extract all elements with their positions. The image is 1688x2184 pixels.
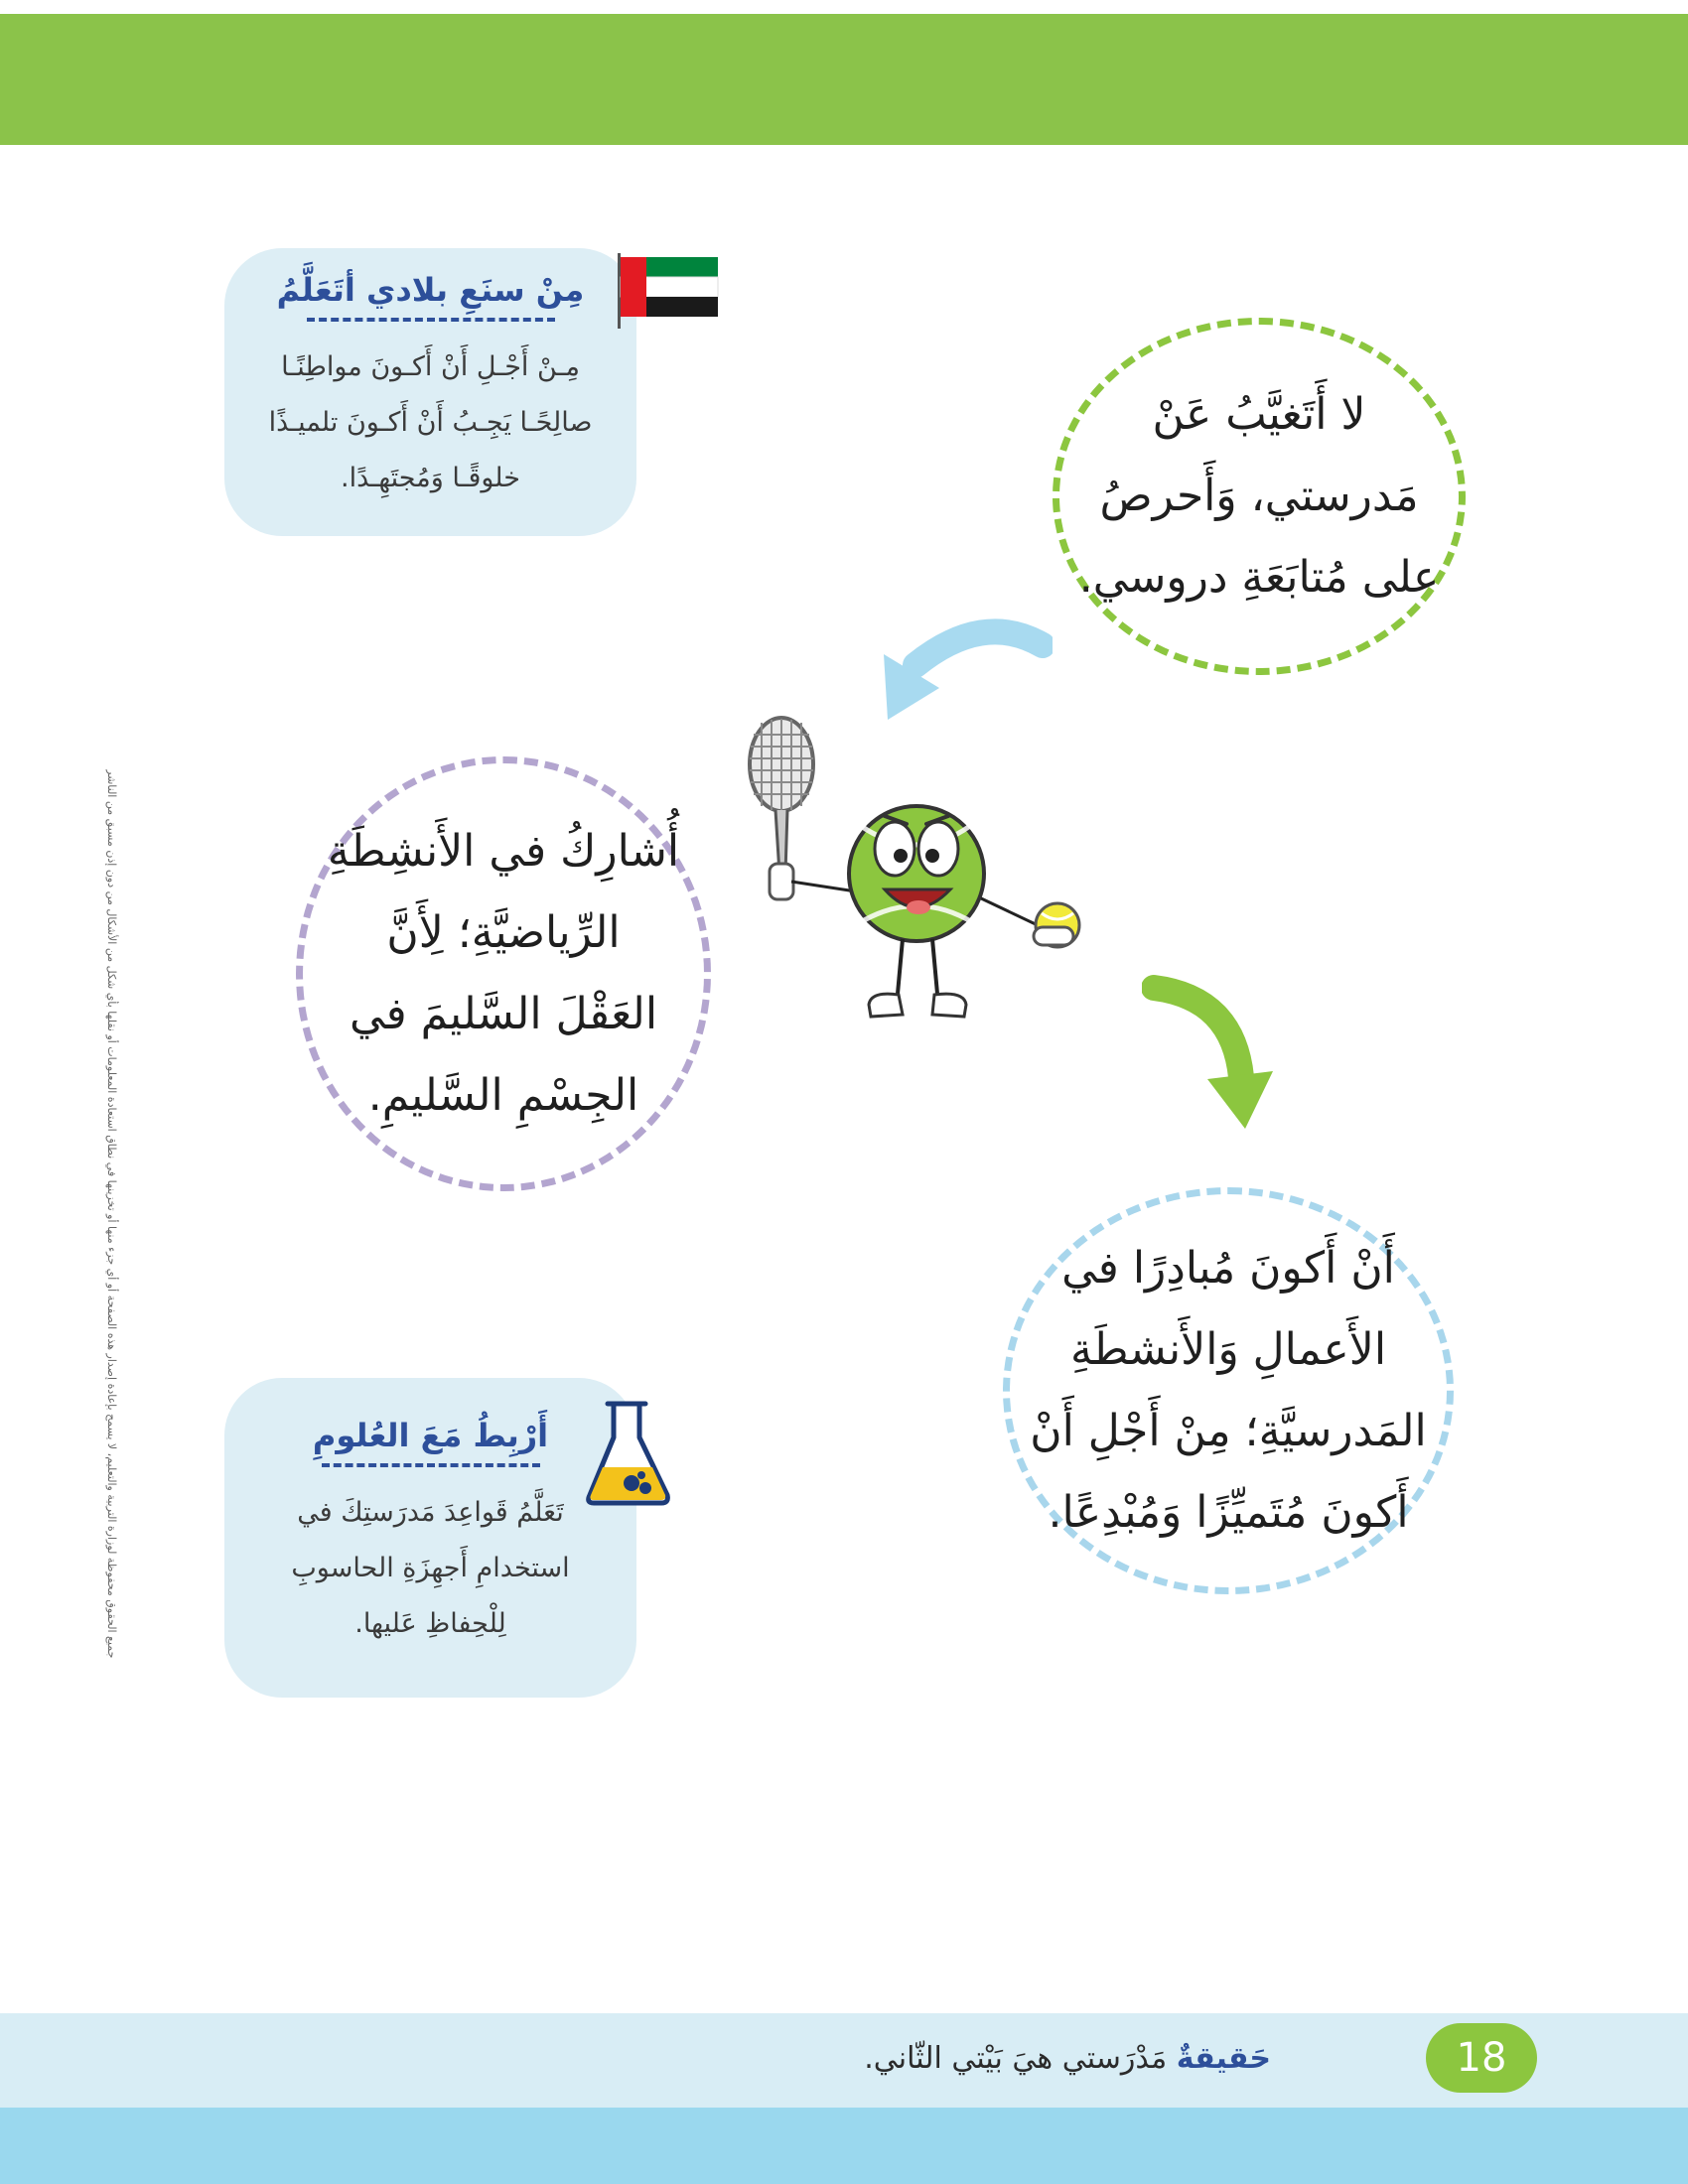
science-card-line-2: استخدامِ أَجهِزَةِ الحاسوبِ: [291, 1553, 570, 1583]
tennis-ball-mascot-icon: [740, 715, 1117, 1042]
attendance-bubble: [1053, 318, 1466, 675]
attendance-line-1: لا أَتَغيَّبُ عَنْ: [1152, 389, 1366, 440]
science-card-title: أَرْبِطُ مَعَ العُلومِ: [312, 1417, 549, 1454]
footer-strip: [0, 2108, 1688, 2184]
sports-bubble: [296, 756, 711, 1191]
initiative-line-4: أَكونَ مُتَميِّزًا وَمُبْدِعًا.: [1048, 1487, 1409, 1538]
science-card-line-1: تَعَلَّمُ قَواعِدَ مَدرَستِكَ في: [297, 1497, 564, 1528]
fact-text: مَدْرَستي هيَ بَيْتي الثّاني.: [864, 2041, 1168, 2076]
sports-line-1: أُشارِكُ في الأَنشِطَةِ: [327, 826, 680, 877]
science-card: [224, 1378, 636, 1698]
initiative-bubble: [1003, 1187, 1454, 1594]
science-card-line-3: لِلْحِفاظِ عَليها.: [354, 1608, 506, 1639]
attendance-line-2: مَدرستي، وَأَحرصُ: [1099, 471, 1419, 521]
copyright-side-note: جميع الحقوق محفوظة لوزارة التربية والتعليم، لا يسمح بإعادة إصدار هذه الصفحة أو أي جزء منها أو تخزينها في نطاق استعادة المعلومات أو نقلها بأي شكل من الأشكال من دون إذن مسبق من الناشر: [105, 769, 118, 1659]
sports-line-4: الجِسْمِ السَّليمِ.: [367, 1070, 639, 1121]
homeland-card-title: مِنْ سنَعِ بلادي أتَعَلَّمُ: [276, 271, 585, 309]
fact-label: حَقيقةٌ: [1176, 2041, 1271, 2076]
page-number: 18: [1426, 2023, 1537, 2093]
sports-line-2: الرِّياضيَّةِ؛ لِأَنَّ: [386, 907, 621, 958]
flask-icon: [584, 1398, 673, 1507]
fact-line: [864, 2035, 1271, 2083]
homeland-card-line-3: خلوقًـا وَمُجتَهِـدًا.: [341, 463, 520, 493]
initiative-line-3: المَدرسيَّةِ؛ مِنْ أَجْلِ أَنْ: [1030, 1406, 1427, 1456]
homeland-card: [224, 248, 636, 536]
homeland-card-line-1: مِـنْ أَجْـلِ أَنْ أَكـونَ مواطِنًـا: [281, 351, 580, 382]
curved-arrow-green-icon: [1142, 968, 1291, 1166]
attendance-line-3: على مُتابَعَةِ دروسي.: [1078, 552, 1440, 603]
top-band: [0, 14, 1688, 145]
homeland-card-divider: [307, 318, 555, 322]
initiative-line-2: الأَعمالِ وَالأَنشطَةِ: [1069, 1324, 1387, 1375]
initiative-line-1: أَنْ أَكونَ مُبادِرًا في: [1061, 1243, 1395, 1294]
sports-line-3: العَقْلَ السَّليمَ في: [349, 989, 658, 1039]
homeland-card-line-2: صالِحًـا يَجِـبُ أَنْ أَكـونَ تلميـذًا: [268, 407, 593, 438]
uae-flag-icon: [614, 251, 721, 331]
science-card-divider: [322, 1463, 540, 1467]
